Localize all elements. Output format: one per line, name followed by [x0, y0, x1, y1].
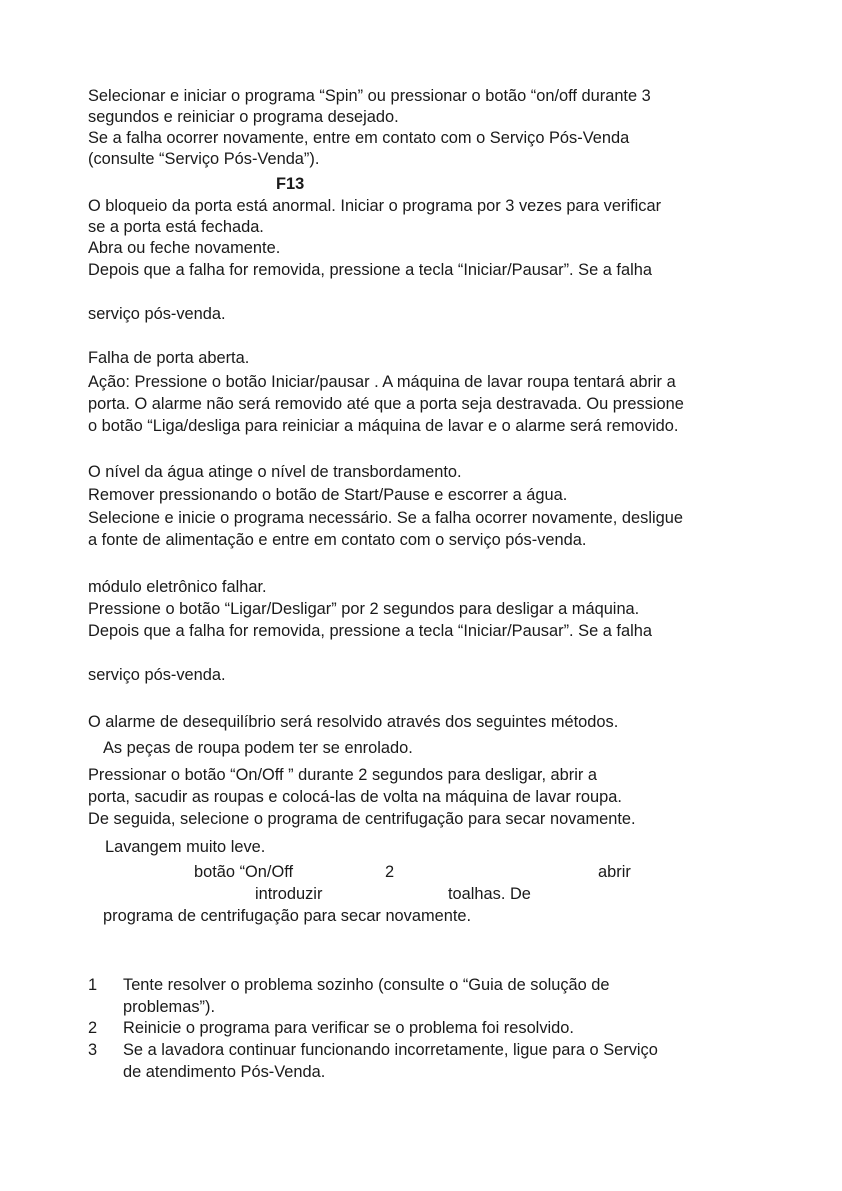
- list-number: 3: [88, 1041, 98, 1059]
- text-line: Ação: Pressione o botão Iniciar/pausar . A máquina de lavar roupa tentará abrir a: [88, 373, 676, 391]
- list-text: Tente resolver o problema sozinho (consulte o “Guia de solução de: [123, 976, 610, 994]
- text-line: Abra ou feche novamente.: [88, 239, 281, 257]
- text-line: Pressione o botão “Ligar/Desligar” por 2 segundos para desligar a máquina.: [88, 600, 640, 618]
- list-text: de atendimento Pós-Venda.: [123, 1063, 326, 1081]
- text-line: módulo eletrônico falhar.: [88, 578, 267, 596]
- text-line: Falha de porta aberta.: [88, 349, 250, 367]
- list-text: problemas”).: [123, 998, 215, 1016]
- text-line: Remover pressionando o botão de Start/Pause e escorrer a água.: [88, 486, 568, 504]
- list-number: 2: [88, 1019, 98, 1037]
- text-line: programa de centrifugação para secar novamente.: [103, 907, 472, 925]
- text-line: Lavangem muito leve.: [105, 838, 266, 856]
- text-fragment: 2: [385, 863, 395, 881]
- text-line: porta, sacudir as roupas e colocá-las de volta na máquina de lavar roupa.: [88, 788, 622, 806]
- text-line: Selecione e inicie o programa necessário. Se a falha ocorrer novamente, desligue: [88, 509, 683, 527]
- list-number: 1: [88, 976, 98, 994]
- text-fragment: abrir: [598, 863, 631, 881]
- text-line: Depois que a falha for removida, pressione a tecla “Iniciar/Pausar”. Se a falha: [88, 261, 652, 279]
- text-line: serviço pós-venda.: [88, 666, 226, 684]
- text-line: O bloqueio da porta está anormal. Iniciar o programa por 3 vezes para verificar: [88, 197, 662, 215]
- list-text: Se a lavadora continuar funcionando incorretamente, ligue para o Serviço: [123, 1041, 658, 1059]
- text-line: Se a falha ocorrer novamente, entre em contato com o Serviço Pós-Venda: [88, 129, 630, 147]
- text-line: se a porta está fechada.: [88, 218, 264, 236]
- text-line: Selecionar e iniciar o programa “Spin” ou pressionar o botão “on/off durante 3: [88, 87, 651, 105]
- text-line: (consulte “Serviço Pós-Venda”).: [88, 150, 320, 168]
- text-line: serviço pós-venda.: [88, 305, 226, 323]
- text-fragment: botão “On/Off: [194, 863, 294, 881]
- text-line: Pressionar o botão “On/Off ” durante 2 segundos para desligar, abrir a: [88, 766, 598, 784]
- text-line: De seguida, selecione o programa de centrifugação para secar novamente.: [88, 810, 636, 828]
- text-line: O nível da água atinge o nível de transbordamento.: [88, 463, 462, 481]
- text-line: Depois que a falha for removida, pressione a tecla “Iniciar/Pausar”. Se a falha: [88, 622, 652, 640]
- text-line: O alarme de desequilíbrio será resolvido através dos seguintes métodos.: [88, 713, 619, 731]
- text-line: As peças de roupa podem ter se enrolado.: [103, 739, 413, 757]
- list-text: Reinicie o programa para verificar se o problema foi resolvido.: [123, 1019, 574, 1037]
- text-fragment: introduzir: [255, 885, 323, 903]
- text-line: o botão “Liga/desliga para reiniciar a máquina de lavar e o alarme será removido.: [88, 417, 679, 435]
- error-code-heading: F13: [276, 175, 305, 193]
- text-line: a fonte de alimentação e entre em contato com o serviço pós-venda.: [88, 531, 587, 549]
- text-fragment: toalhas. De: [448, 885, 531, 903]
- text-line: porta. O alarme não será removido até que a porta seja destravada. Ou pressione: [88, 395, 684, 413]
- text-line: segundos e reiniciar o programa desejado.: [88, 108, 399, 126]
